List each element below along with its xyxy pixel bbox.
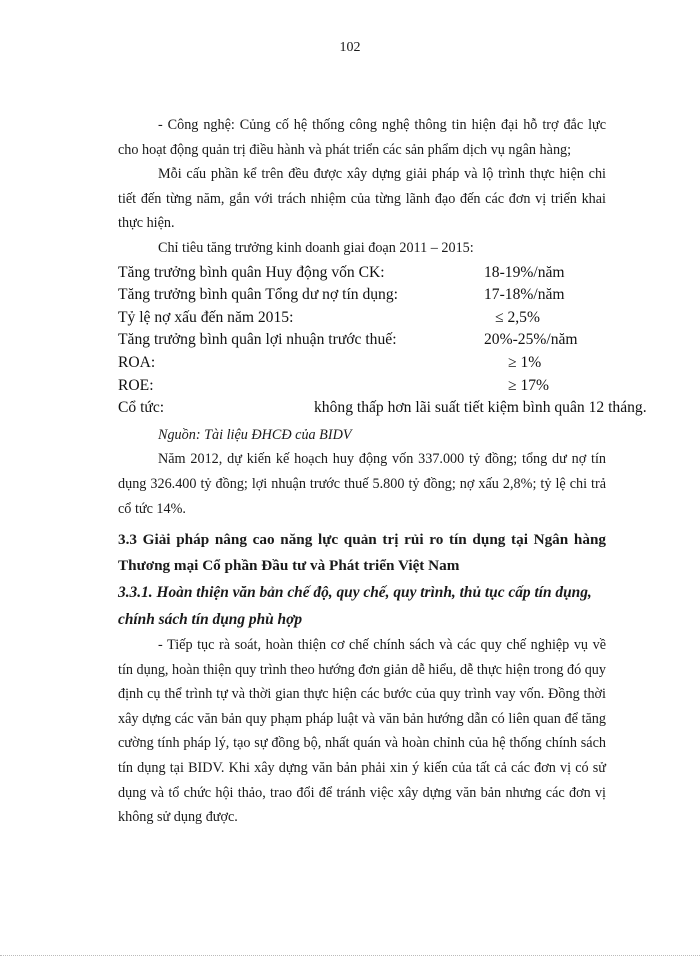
growth-targets-table [118,262,647,420]
target-value: 17-18%/năm [484,286,565,304]
section-heading: 3.3 Giải pháp nâng cao năng lực quản trị rủi ro tín dụng tại Ngân hàng Thương mại Cổ phần Đầu tư và Phát triển Việt Nam [118,531,606,575]
target-label: ROA: [118,353,156,371]
target-label: Cổ tức: [118,399,165,417]
paragraph-plan-2012: Năm 2012, dự kiến kế hoạch huy động vốn 337.000 tỷ đồng; tổng dư nợ tín dụng 326.400 tỷ đồng; lợi nhuận trước thuế 5.800 tỷ đồng; nợ xấu 2,8%; tỷ lệ chi trả cổ tức 14%. [118,451,606,517]
target-label: Tăng trưởng bình quân Tổng dư nợ tín dụng: [118,286,398,304]
target-value: 18-19%/năm [484,263,565,281]
page-number: 102 [339,40,361,55]
paragraph-technology: - Công nghệ: Củng cố hệ thống công nghệ thông tin hiện đại hỗ trợ đắc lực cho hoạt động quản trị điều hành và phát triển các sản phẩm dịch vụ ngân hàng; [118,117,606,158]
table-row [118,375,606,398]
table-row [118,284,606,307]
target-label: Tỷ lệ nợ xấu đến năm 2015: [118,308,294,326]
paragraph-implementation-plan: Mỗi cấu phần kể trên đều được xây dựng giải pháp và lộ trình thực hiện chi tiết đến từng năm, gắn với trách nhiệm của từng lãnh đạo đến các đơn vị triển khai thực hiện. [118,166,606,232]
subsection-heading: 3.3.1. Hoàn thiện văn bản chế độ, quy chế, quy trình, thủ tục cấp tín dụng, chính sách tín dụng phù hợp [118,584,592,629]
target-value: 20%-25%/năm [484,331,578,349]
table-row [118,352,606,375]
target-label: Tăng trưởng bình quân Huy động vốn CK: [118,263,385,281]
table-row [118,329,606,352]
table-row [118,262,606,285]
paragraph-targets-intro: Chỉ tiêu tăng trưởng kinh doanh giai đoạn 2011 – 2015: [158,239,474,256]
target-value: ≥ 1% [508,353,542,371]
document-body [118,113,647,830]
target-label: ROE: [118,376,154,394]
target-value: ≥ 17% [508,376,550,394]
target-label: Tăng trưởng bình quân lợi nhuận trước thuế: [118,331,397,349]
page-bottom-divider [0,955,700,956]
table-row [118,307,606,330]
table-row [118,397,647,420]
source-note: Nguồn: Tài liệu ĐHCĐ của BIDV [158,426,352,443]
target-value: không thấp hơn lãi suất tiết kiệm bình quân 12 tháng. [314,399,647,417]
target-value: ≤ 2,5% [495,308,540,326]
paragraph-credit-policy: - Tiếp tục rà soát, hoàn thiện cơ chế chính sách và các quy chế nghiệp vụ về tín dụng, hoàn thiện quy trình theo hướng đơn giản dễ hiểu, dễ thực hiện trong đó quy định cụ thể trình tự và thời gian thực hiện các bước của quy trình vay vốn. Đồng thời xây dựng các văn bản quy phạm pháp luật và văn bản hướng dẫn có liên quan để tăng cường tính pháp lý, tạo sự đồng bộ, nhất quán và hoàn chỉnh của hệ thống chính sách tín dụng tại BIDV. Khi xây dựng văn bản phải xin ý kiến của tất cả các đơn vị có sử dụng và tổ chức hội thảo, trao đổi để tránh việc xây dựng văn bản nhưng các đơn vị không sử dụng được. [118,637,606,826]
